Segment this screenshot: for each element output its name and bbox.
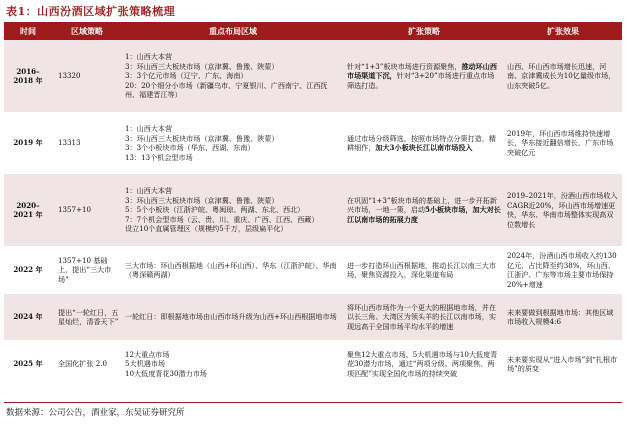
focus-line: 三大市场：环山西根据地（山西+环山西）、华东（江浙沪皖）、华南（粤深赣两湖） — [125, 260, 337, 279]
header-focus: 重点布局区域 — [122, 22, 344, 40]
focus-line: 5大机遇市场 — [125, 359, 165, 369]
cell-effect: 2019–2021年，汾酒山西市场收入CAGR近20%，环山西市场增速更快，华东、华南市场整体实现高双位数增长 — [504, 174, 622, 246]
focus-line: 10大低度青花30潜力市场 — [125, 368, 207, 378]
table-title: 表1：山西汾酒区域扩张策略梳理 — [6, 5, 176, 18]
cell-expansion — [344, 246, 504, 294]
cell-effect: 未来要实现从“进入市场”到“扎根市场”的质变 — [504, 340, 622, 388]
table-row — [4, 40, 622, 112]
cell-time: 2016–2018 年 — [4, 40, 52, 112]
cell-expansion — [344, 112, 504, 174]
cell-time: 2024 年 — [4, 294, 52, 340]
focus-line: 3：环山西三大板块市场（京津冀、鲁豫、陕蒙） — [125, 195, 279, 205]
focus-line: 设立10个直属管理区（规模约5千万，层级扁平化） — [125, 224, 288, 234]
cell-focus — [122, 40, 344, 112]
expansion-text: 5小板块市场，加大对长江以南市场的拓展力度 — [347, 205, 501, 224]
cell-effect: 山西、环山西市场增长迅速，河南、京津冀成长为10亿量级市场，山东突破5亿。 — [504, 40, 622, 112]
header-strategy: 区域策略 — [52, 22, 122, 40]
focus-line: 3：3个小板块市场（华东、西湖、东南） — [125, 143, 255, 152]
focus-line: 1：山西大本营 — [125, 124, 173, 133]
expansion-text: 推动环山西市场渠道下沉， — [347, 61, 497, 81]
cell-expansion — [344, 340, 504, 388]
focus-line: 5：5个小板块（江浙沪皖、粤闽琼、两湖、东北、西北） — [125, 205, 305, 215]
cell-expansion — [344, 174, 504, 246]
expansion-text: 将环山西市场作为一个更大的根据地市场，并在以长三角、大湾区为领头羊的长江以南市场，实现远高于全国市场平均水平的增速 — [347, 302, 496, 331]
expansion-text: 通过市场分级筛选，按照市场特点分策打造，精耕细作， — [347, 133, 496, 152]
strategy-table — [4, 22, 622, 388]
header-time: 时间 — [4, 22, 52, 40]
source-note: 数据来源：公司公告，酒业家，东吴证券研究所 — [6, 408, 185, 418]
cell-strategy: 提出“一轮红日，五星灿烂，清香天下” — [52, 294, 122, 340]
expansion-text: 聚焦12大重点市场、5大机遇市场与10大低度青花30潜力市场，通过“两项分级、两项聚焦、两项匹配”实现全国化市场的持续突破 — [347, 349, 498, 378]
expansion-text: 在巩固“1+3”板块市场的基础上， — [347, 195, 455, 205]
expansion-text: 加大3小板块长江以南市场投入 — [375, 143, 473, 152]
table-header-row — [4, 22, 622, 40]
cell-effect: 未来要做到根据地市场：其他区域市场收入规模4:6 — [504, 294, 622, 340]
cell-effect: 2024年，汾酒山西市场收入约130亿元，占比降至约38%，环山西、江浙沪、广东等市场主要市场保持20%+增速 — [504, 246, 622, 294]
table-row — [4, 174, 622, 246]
strategy-table-container — [4, 22, 622, 388]
cell-focus — [122, 340, 344, 388]
cell-strategy: 1357+10 — [52, 174, 122, 246]
focus-line: 3：3个亿元市场（辽宁、广东、海南） — [125, 71, 248, 81]
cell-strategy: 13313 — [52, 112, 122, 174]
cell-focus — [122, 246, 344, 294]
table-row — [4, 340, 622, 388]
cell-time: 2025 年 — [4, 340, 52, 388]
cell-expansion — [344, 294, 504, 340]
cell-time: 2019 年 — [4, 112, 52, 174]
focus-line: 12大重点市场 — [125, 349, 170, 359]
cell-strategy: 1357+10 基础上，提出“三大市场” — [52, 246, 122, 294]
cell-focus — [122, 112, 344, 174]
table-row — [4, 112, 622, 174]
table-row — [4, 246, 622, 294]
cell-effect: 2019年，环山西市场维持快速增长，华东接近翻倍增长，广东市场突破亿元 — [504, 112, 622, 174]
focus-line: 20：20个细分小市场（新疆乌市、宁夏银川、广西南宁、江西抚州、福建晋江等） — [125, 80, 328, 100]
focus-line: 3：环山西三大板块市场（京津冀、鲁豫、陕蒙） — [125, 133, 279, 143]
table-row — [4, 294, 622, 340]
cell-strategy: 13320 — [52, 40, 122, 112]
focus-line: 1：山西大本营 — [125, 186, 173, 196]
header-effect: 扩张效果 — [504, 22, 622, 40]
table-body — [4, 40, 622, 388]
expansion-text: 进一步打造环山西根据地，推动长江以南三大市场，聚焦资源投入，深化渠道布局 — [347, 260, 496, 279]
focus-line: 7：7个机会型市场（云、贵、川、重庆、广西、江西、西藏） — [125, 214, 319, 224]
bottom-rule — [4, 402, 622, 403]
header-expansion: 扩张策略 — [344, 22, 504, 40]
focus-line: 3：环山西三大板块市场（京津冀、鲁豫、陕蒙） — [125, 61, 279, 71]
cell-focus — [122, 174, 344, 246]
focus-line: 1：山西大本营 — [125, 52, 173, 62]
focus-line: 一轮红日：即根据地市场由山西市场升级为山西+环山西根据地市场 — [125, 312, 337, 322]
expansion-text: 进一步开拓新兴市场，一地一策，启动 — [347, 195, 497, 215]
cell-focus — [122, 294, 344, 340]
expansion-text: 针对“1+3”板块市场进行资源聚焦， — [347, 61, 462, 71]
cell-strategy: 全国化扩张 2.0 — [52, 340, 122, 388]
focus-line: 13：13个机会型市场 — [125, 152, 193, 162]
expansion-text: 针对“3+20”市场进行重点市场筛选打造。 — [347, 71, 495, 90]
cell-time: 2020–2021 年 — [4, 174, 52, 246]
cell-expansion — [344, 40, 504, 112]
cell-time: 2022 年 — [4, 246, 52, 294]
